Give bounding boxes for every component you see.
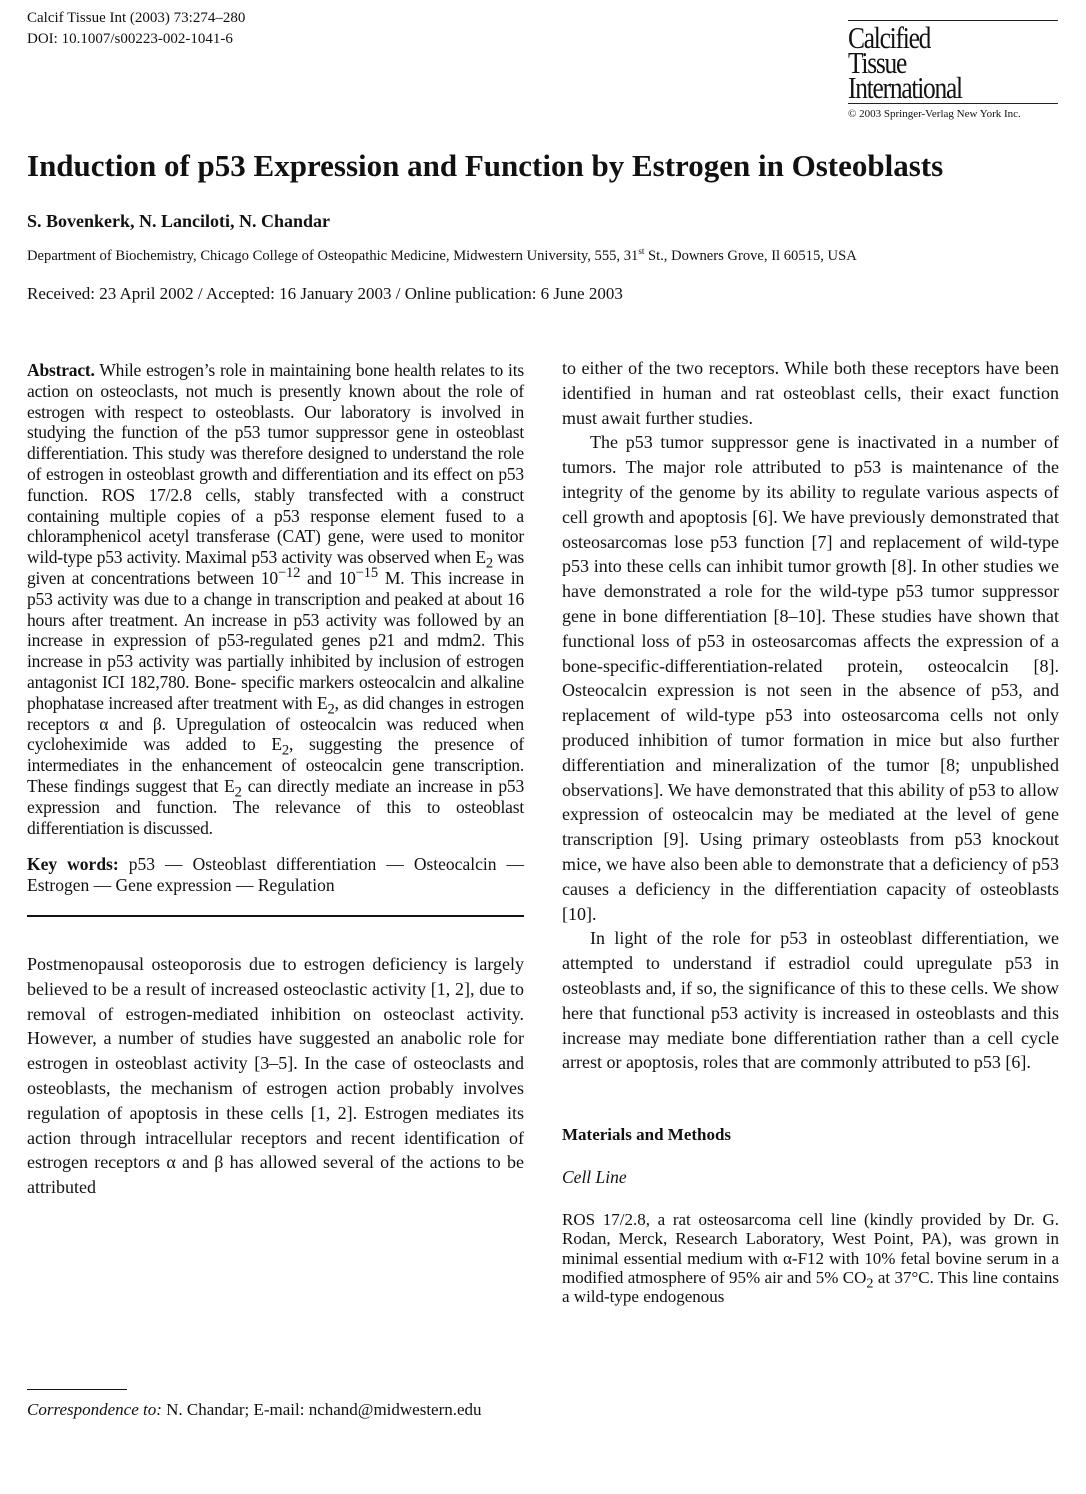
keywords-label: Key words: <box>27 854 119 875</box>
keywords <box>27 854 524 896</box>
affiliation-part-b: St., Downers Grove, Il 60515, USA <box>644 248 857 264</box>
abstract <box>27 360 524 838</box>
copyright: © 2003 Springer-Verlag New York Inc. <box>848 108 1021 120</box>
correspondence <box>27 1400 524 1420</box>
authors: S. Bovenkerk, N. Lanciloti, N. Chandar <box>27 211 331 231</box>
abstract-text-2: was given at concentrations between 10 <box>27 547 525 588</box>
section-heading: Materials and Methods <box>562 1125 732 1145</box>
subsection-heading: Cell Line <box>562 1167 627 1188</box>
methods-paragraph <box>562 1210 1059 1306</box>
correspondence-label: Correspondence to: <box>27 1400 162 1419</box>
logo-line-3: International <box>848 70 962 105</box>
logo-line-2: Tissue <box>848 45 907 80</box>
abstract-text-7: can directly mediate an increase in p53 expression and function. The relevance of this to osteoblast differentiation is discussed. <box>27 775 525 838</box>
intro-paragraph-3: In light of the role for p53 in osteoblast differentiation, we attempted to understand if estradiol could upregulate p53 in osteoblasts and, if so, the significance of this to these cells. We show here that functional p53 activity is increased in osteoblasts and this increase may mediate bone differentiation rather than a cell cycle arrest or apoptosis, roles that are commonly attributed to p53 [6]. <box>562 928 1059 1073</box>
intro-paragraph-1-continued: to either of the two receptors. While both these receptors have been identified in human and rat osteoblast cells, their exact function must await further studies. <box>562 358 1059 428</box>
subscript: 2 <box>327 701 335 718</box>
logo-line-1: Calcified <box>848 20 931 55</box>
abstract-text-3: and 10 <box>300 567 356 588</box>
superscript: −12 <box>277 565 301 582</box>
affiliation <box>27 248 857 265</box>
left-column <box>27 360 524 1200</box>
journal-reference: Calcif Tissue Int (2003) 73:274–280 <box>27 10 246 26</box>
abstract-text-4: M. This increase in p53 activity was due to a change in transcription and peaked at about 16 hours after treatment. An increase in p53 activity was followed by an increase in expression of p53-regulated genes p21 and mdm2. This increase in p53 activity was partially inhibited by inclusion of estrogen antagonist ICI 182,780. Bone- specific markers osteocalcin and alkaline phophatase increased after treatment with E <box>27 567 524 713</box>
abstract-text-1: While estrogen’s role in maintaining bone health relates to its action on osteoclasts, not much is presently known about the role of estrogen with respect to osteoblasts. Our laboratory is involved in studying the function of the p53 tumor suppressor gene in osteoblast differentiation. This study was therefore designed to understand the role of estrogen in osteoblast growth and differentiation and its effect on p53 function. ROS 17/2.8 cells, stably transfected with a construct containing multiple copies of a p53 response element fused to a chloramphenicol acetyl transferase (CAT) gene, were used to monitor wild-type p53 activity. Maximal p53 activity was observed when E <box>27 360 524 568</box>
abstract-text-5: , as did changes in estrogen receptors α and β. Upregulation of osteocalcin was reduced when cycloheximide was added to E <box>27 692 524 755</box>
article-title: Induction of p53 Expression and Function by Estrogen in Osteoblasts <box>27 148 944 183</box>
keywords-text: p53 — Osteoblast differentiation — Osteocalcin — Estrogen — Gene expression — Regulation <box>27 854 525 896</box>
subscript: 2 <box>234 784 242 801</box>
journal-logo <box>848 20 1060 120</box>
intro-paragraph-2: The p53 tumor suppressor gene is inactivated in a number of tumors. The major role attributed to p53 is maintenance of the integrity of the genome by its ability to regulate various aspects of cell growth and apoptosis [6]. We have previously demonstrated that osteosarcomas lose p53 function [7] and replacement of wild-type p53 into these cells can inhibit tumor growth [8]. In other studies we have demonstrated a role for the wild-type p53 tumor suppressor gene in bone differentiation [8–10]. These studies have shown that functional loss of p53 in osteosarcomas affects the expression of a bone-specific-differentiation-related protein, osteocalcin [8]. Osteocalcin expression is not seen in the absence of p53, and replacement of wild-type p53 into osteosarcoma cells not only produced inhibition of tumor formation in mice but also further differentiation and mineralization of the tumor [8; unpublished observations]. We have demonstrated that this ability of p53 to allow expression of osteocalcin may be mediated at the level of gene transcription [9]. Using primary osteoblasts from p53 knockout mice, we have also been able to demonstrate that a deficiency of p53 causes a deficiency in the differentiation capacity of osteoblasts [10]. <box>562 432 1059 924</box>
superscript: −15 <box>355 565 378 582</box>
abstract-divider <box>27 915 524 917</box>
methods-text-a: ROS 17/2.8, a rat osteosarcoma cell line (kindly provided by Dr. G. Rodan, Merck, Research Laboratory, West Point, PA), was grown in minimal essential medium with α-F12 with 10% fetal bovine serum in a modified atmosphere of 95% air and 5% CO <box>562 1210 1059 1287</box>
journal-meta <box>27 8 245 50</box>
intro-paragraph-1: Postmenopausal osteoporosis due to estrogen deficiency is largely believed to be a result of increased osteoclastic activity [1, 2], due to removal of estrogen-mediated inhibition on osteoclast activity. However, a number of studies have suggested an anabolic role for estrogen in osteoblast activity [3–5]. In the case of osteoclasts and osteoblasts, the mechanism of estrogen action probably involves regulation of apoptosis in these cells [1, 2]. Estrogen mediates its action through intracellular receptors and recent identification of estrogen receptors α and β has allowed several of the actions to be attributed <box>27 953 524 1198</box>
subscript: 2 <box>485 555 493 572</box>
affiliation-part-a: Department of Biochemistry, Chicago College of Osteopathic Medicine, Midwestern University, 555, 31 <box>27 248 639 264</box>
subscript: 2 <box>281 742 289 759</box>
abstract-text-6: , suggesting the presence of intermediates in the enhancement of osteocalcin gene transcription. These findings suggest that E <box>27 734 524 796</box>
received-dates: Received: 23 April 2002 / Accepted: 16 January 2003 / Online publication: 6 June 2003 <box>27 284 623 303</box>
correspondence-text: N. Chandar; E-mail: nchand@midwestern.edu <box>161 1400 482 1419</box>
affiliation-superscript: st <box>638 246 645 257</box>
right-column <box>562 356 1059 1323</box>
methods-text-b: at 37°C. This line contains a wild-type endogenous <box>562 1267 1059 1306</box>
doi: DOI: 10.1007/s00223-002-1041-6 <box>27 31 233 47</box>
footnote-rule <box>27 1389 127 1390</box>
abstract-label: Abstract. <box>27 360 95 380</box>
subscript: 2 <box>866 1275 874 1292</box>
